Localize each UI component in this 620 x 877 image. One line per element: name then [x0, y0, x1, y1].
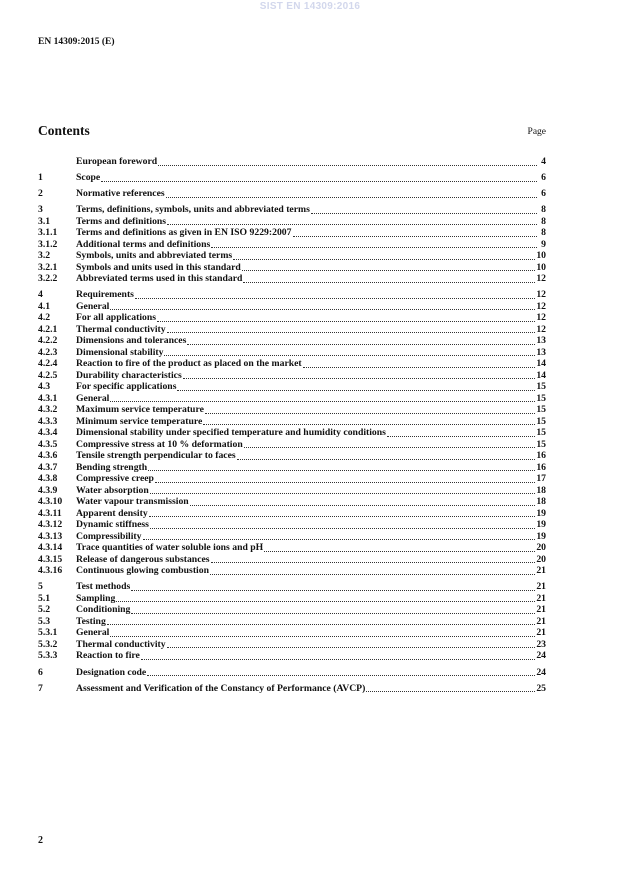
toc-entry[interactable] — [38, 204, 546, 216]
toc-entry-page: 15 — [536, 427, 546, 439]
toc-entry-number: 4.3.3 — [38, 415, 58, 427]
toc-leader-dots — [131, 582, 535, 591]
toc-entry-title: Requirements — [76, 289, 134, 301]
toc-entry-title: Minimum service temperature — [76, 415, 203, 427]
toc-entry-page: 16 — [536, 450, 546, 462]
toc-entry-number: 3.2.2 — [38, 273, 58, 285]
toc-entry-title: Durability characteristics — [76, 369, 182, 381]
toc-entry-title: Testing — [76, 615, 106, 627]
toc-entry-page: 15 — [536, 392, 546, 404]
toc-entry-page: 18 — [536, 484, 546, 496]
toc-entry-number: 5.1 — [38, 592, 51, 604]
toc-entry-page: 8 — [541, 204, 546, 216]
document-id: EN 14309:2015 (E) — [38, 37, 115, 47]
page-column-label: Page — [527, 127, 546, 137]
toc-entry-page: 12 — [536, 300, 546, 312]
toc-entry-title: Terms, definitions, symbols, units and abbreviated terms — [76, 204, 310, 216]
toc-entry-title: General — [76, 392, 110, 404]
toc-entry-page: 24 — [536, 650, 546, 662]
toc-entry[interactable] — [38, 427, 546, 439]
toc-entry[interactable] — [38, 496, 546, 508]
toc-entry-title: Scope — [76, 172, 101, 184]
toc-entry[interactable] — [38, 531, 546, 543]
toc-entry-page: 6 — [541, 188, 546, 200]
toc-entry[interactable] — [38, 485, 546, 497]
toc-leader-dots — [311, 205, 537, 214]
toc-leader-dots — [116, 593, 535, 602]
toc-entry-number: 4.3.15 — [38, 553, 63, 565]
toc-entry-title: Dimensional stability under specified temperature and humidity conditions — [76, 427, 386, 439]
toc-entry-number: 4.2.2 — [38, 335, 58, 347]
toc-entry-title: Normative references — [76, 188, 165, 200]
toc-entry-page: 21 — [536, 627, 546, 639]
toc-leader-dots — [177, 382, 535, 391]
toc-entry-title: Water vapour transmission — [76, 496, 189, 508]
toc-entry-number: 4.3.7 — [38, 461, 58, 473]
toc-leader-dots — [183, 370, 536, 379]
toc-entry[interactable] — [38, 301, 546, 313]
toc-entry-number: 5.3.1 — [38, 627, 58, 639]
toc-leader-dots — [166, 189, 537, 198]
toc-entry-page: 20 — [536, 553, 546, 565]
toc-leader-dots — [158, 157, 537, 166]
toc-entry[interactable] — [38, 172, 546, 184]
toc-entry[interactable] — [38, 519, 546, 531]
toc-entry[interactable] — [38, 554, 546, 566]
toc-entry-title: Compressive creep — [76, 473, 154, 485]
toc-entry[interactable] — [38, 273, 546, 285]
toc-entry-number: 4.3.13 — [38, 530, 63, 542]
toc-entry-title: Additional terms and definitions — [76, 238, 211, 250]
toc-entry-title: Conditioning — [76, 604, 131, 616]
toc-leader-dots — [387, 428, 535, 437]
toc-leader-dots — [101, 173, 537, 182]
toc-entry-page: 21 — [536, 581, 546, 593]
toc-leader-dots — [237, 451, 536, 460]
toc-entry-page: 19 — [536, 519, 546, 531]
toc-leader-dots — [110, 301, 535, 310]
toc-entry-title: Reaction to fire of the product as placed on the market — [76, 358, 302, 370]
toc-entry-title: Compressibility — [76, 530, 142, 542]
toc-leader-dots — [211, 239, 537, 248]
toc-entry-title: Abbreviated terms used in this standard — [76, 273, 243, 285]
toc-leader-dots — [157, 313, 535, 322]
toc-entry-title: Bending strength — [76, 461, 148, 473]
toc-entry-number: 4.3.11 — [38, 507, 62, 519]
watermark: SIST EN 14309:2016 — [259, 1, 361, 12]
toc-leader-dots — [210, 566, 535, 575]
toc-leader-dots — [233, 251, 535, 260]
contents-heading: Contents — [38, 123, 90, 138]
toc-entry-title: Maximum service temperature — [76, 404, 204, 416]
toc-leader-dots — [150, 520, 535, 529]
toc-leader-dots — [242, 262, 536, 271]
toc-entry-number: 4.2.3 — [38, 346, 58, 358]
toc-entry-page: 12 — [536, 323, 546, 335]
toc-entry-number: 4.3.14 — [38, 542, 63, 554]
toc-entry-number: 4.1 — [38, 300, 51, 312]
toc-entry-number: 5.3.3 — [38, 650, 58, 662]
toc-entry[interactable] — [38, 370, 546, 382]
toc-leader-dots — [293, 228, 538, 237]
toc-entry[interactable] — [38, 450, 546, 462]
toc-entry[interactable] — [38, 227, 546, 239]
toc-entry-number: 4.2.1 — [38, 323, 58, 335]
toc-leader-dots — [143, 531, 536, 540]
toc-entry-title: Thermal conductivity — [76, 323, 166, 335]
toc-entry-page: 6 — [541, 172, 546, 184]
toc-leader-dots — [148, 462, 535, 471]
page-number: 2 — [38, 835, 43, 846]
toc-entry-page: 21 — [536, 604, 546, 616]
toc-entry[interactable] — [38, 542, 546, 554]
toc-leader-dots — [243, 274, 535, 283]
toc-entry-title: Sampling — [76, 592, 116, 604]
toc-entry-page: 8 — [541, 215, 546, 227]
toc-entry-number: 3.2.1 — [38, 261, 58, 273]
toc-entry-title: Terms and definitions — [76, 215, 167, 227]
toc-entry-page: 4 — [541, 156, 546, 167]
toc-entry[interactable] — [38, 262, 546, 274]
toc-entry-number: 4.3.9 — [38, 484, 58, 496]
toc-leader-dots — [149, 508, 536, 517]
toc-entry-page: 10 — [536, 261, 546, 273]
toc-entry-title: For all applications — [76, 312, 157, 324]
toc-entry-page: 12 — [536, 273, 546, 285]
toc-leader-dots — [107, 616, 536, 625]
toc-entry-page: 21 — [536, 615, 546, 627]
toc-entry-number: 5.2 — [38, 604, 51, 616]
toc-entry-title: European foreword — [76, 156, 158, 167]
toc-entry[interactable] — [38, 324, 546, 336]
toc-leader-dots — [190, 497, 536, 506]
toc-entry-number: 4.3.8 — [38, 473, 58, 485]
toc-entry-number: 3.1.1 — [38, 227, 58, 239]
toc-entry-page: 19 — [536, 530, 546, 542]
toc-entry[interactable] — [38, 216, 546, 228]
toc-entry-number: 5.3 — [38, 615, 51, 627]
toc-entry-title: Dimensional stability — [76, 346, 164, 358]
toc-entry[interactable] — [38, 439, 546, 451]
toc-entry[interactable] — [38, 347, 546, 359]
toc-leader-dots — [205, 405, 535, 414]
toc-entry[interactable] — [38, 289, 546, 301]
toc-entry-title: Water absorption — [76, 484, 149, 496]
toc-leader-dots — [167, 216, 537, 225]
toc-entry[interactable] — [38, 639, 546, 651]
toc-entry[interactable] — [38, 188, 546, 200]
toc-entry-page: 8 — [541, 227, 546, 239]
toc-entry[interactable] — [38, 416, 546, 428]
toc-entry-page: 16 — [536, 461, 546, 473]
toc-entry-page: 18 — [536, 496, 546, 508]
toc-entry-title: Dimensions and tolerances — [76, 335, 187, 347]
toc-entry-page: 19 — [536, 507, 546, 519]
toc-entry-page: 12 — [536, 289, 546, 301]
toc-entry[interactable] — [38, 581, 546, 593]
toc-entry-title: Symbols and units used in this standard — [76, 261, 241, 273]
toc-entry[interactable] — [38, 473, 546, 485]
toc-entry-page: 12 — [536, 312, 546, 324]
toc-entry-number: 4 — [38, 289, 43, 301]
toc-entry-number: 4.3.4 — [38, 427, 58, 439]
toc-entry[interactable] — [38, 393, 546, 405]
toc-entry-title: For specific applications — [76, 381, 177, 393]
toc-entry-page: 21 — [536, 592, 546, 604]
toc-leader-dots — [167, 324, 536, 333]
toc-entry-number: 5.3.2 — [38, 638, 58, 650]
toc-entry[interactable] — [38, 565, 546, 577]
toc-entry[interactable] — [38, 616, 546, 628]
toc-entry-number: 6 — [38, 666, 43, 678]
toc-entry-page: 17 — [536, 473, 546, 485]
toc-entry-page: 25 — [536, 682, 546, 694]
toc-entry[interactable] — [38, 335, 546, 347]
toc-leader-dots — [264, 543, 535, 552]
toc-entry-title: Symbols, units and abbreviated terms — [76, 250, 233, 262]
toc-entry[interactable] — [38, 593, 546, 605]
toc-entry[interactable] — [38, 358, 546, 370]
toc-entry[interactable] — [38, 650, 546, 662]
toc-leader-dots — [164, 347, 535, 356]
toc-leader-dots — [303, 359, 536, 368]
toc-entry-number: 3.2 — [38, 250, 51, 262]
toc-entry-page: 9 — [541, 238, 546, 250]
toc-leader-dots — [110, 628, 535, 637]
toc-entry[interactable] — [38, 404, 546, 416]
toc-entry-page: 15 — [536, 438, 546, 450]
toc-entry-title: Assessment and Verification of the Constancy of Performance (AVCP) — [76, 682, 366, 694]
toc-entry-title: Dynamic stiffness — [76, 519, 149, 531]
toc-entry-number: 4.2.4 — [38, 358, 58, 370]
toc-leader-dots — [150, 485, 536, 494]
toc-entry-number: 4.3.6 — [38, 450, 58, 462]
toc-entry-number: 4.3.5 — [38, 438, 58, 450]
toc-entry-number: 4.3.10 — [38, 496, 63, 508]
toc-entry[interactable] — [38, 156, 546, 168]
toc-leader-dots — [147, 667, 535, 676]
toc-leader-dots — [167, 639, 536, 648]
toc-entry-number: 4.2.5 — [38, 369, 58, 381]
toc-leader-dots — [155, 474, 535, 483]
toc-entry-number: 4.3.12 — [38, 519, 63, 531]
toc-entry-page: 23 — [536, 638, 546, 650]
toc-leader-dots — [131, 605, 535, 614]
toc-entry-title: Apparent density — [76, 507, 148, 519]
toc-entry-number: 3.1.2 — [38, 238, 58, 250]
toc-entry-number: 4.3.16 — [38, 565, 63, 577]
toc-entry-title: Terms and definitions as given in EN ISO 9229:2007 — [76, 227, 292, 239]
toc-leader-dots — [366, 683, 535, 692]
toc-entry-page: 10 — [536, 250, 546, 262]
toc-entry[interactable] — [38, 312, 546, 324]
table-of-contents — [38, 156, 546, 694]
toc-entry-page: 13 — [536, 346, 546, 358]
toc-entry-number: 1 — [38, 172, 43, 184]
toc-entry[interactable] — [38, 508, 546, 520]
toc-entry[interactable] — [38, 239, 546, 251]
toc-leader-dots — [110, 393, 535, 402]
toc-entry-title: General — [76, 300, 110, 312]
toc-entry-title: Test methods — [76, 581, 131, 593]
toc-leader-dots — [244, 439, 536, 448]
toc-entry-number: 4.3.1 — [38, 392, 58, 404]
toc-entry-page: 14 — [536, 358, 546, 370]
toc-entry-title: Continuous glowing combustion — [76, 565, 209, 577]
toc-entry-page: 15 — [536, 404, 546, 416]
toc-entry-title: Compressive stress at 10 % deformation — [76, 438, 243, 450]
toc-entry[interactable] — [38, 462, 546, 474]
toc-entry-page: 20 — [536, 542, 546, 554]
toc-entry-number: 3.1 — [38, 215, 51, 227]
toc-entry-title: Release of dangerous substances — [76, 553, 210, 565]
toc-entry-page: 14 — [536, 369, 546, 381]
toc-entry-number: 2 — [38, 188, 43, 200]
toc-entry-number: 4.2 — [38, 312, 51, 324]
toc-entry[interactable] — [38, 627, 546, 639]
toc-entry-title: Tensile strength perpendicular to faces — [76, 450, 236, 462]
toc-entry-title: Thermal conductivity — [76, 638, 166, 650]
toc-entry-page: 24 — [536, 666, 546, 678]
toc-entry-number: 5 — [38, 581, 43, 593]
toc-leader-dots — [187, 336, 535, 345]
toc-entry[interactable] — [38, 683, 546, 695]
toc-leader-dots — [211, 554, 536, 563]
toc-entry[interactable] — [38, 667, 546, 679]
toc-entry-title: Reaction to fire — [76, 650, 140, 662]
toc-entry-title: Trace quantities of water soluble ions and pH — [76, 542, 264, 554]
toc-entry-number: 4.3 — [38, 381, 51, 393]
toc-entry-page: 15 — [536, 381, 546, 393]
toc-entry[interactable] — [38, 250, 546, 262]
toc-entry-page: 13 — [536, 335, 546, 347]
toc-leader-dots — [135, 290, 535, 299]
toc-entry[interactable] — [38, 604, 546, 616]
toc-entry-page: 15 — [536, 415, 546, 427]
toc-entry-number: 3 — [38, 204, 43, 216]
toc-leader-dots — [203, 416, 535, 425]
toc-entry-number: 7 — [38, 682, 43, 694]
toc-entry-number: 4.3.2 — [38, 404, 58, 416]
toc-entry-page: 21 — [536, 565, 546, 577]
toc-entry-title: Designation code — [76, 666, 147, 678]
toc-entry[interactable] — [38, 381, 546, 393]
toc-entry-title: General — [76, 627, 110, 639]
toc-leader-dots — [141, 651, 535, 660]
